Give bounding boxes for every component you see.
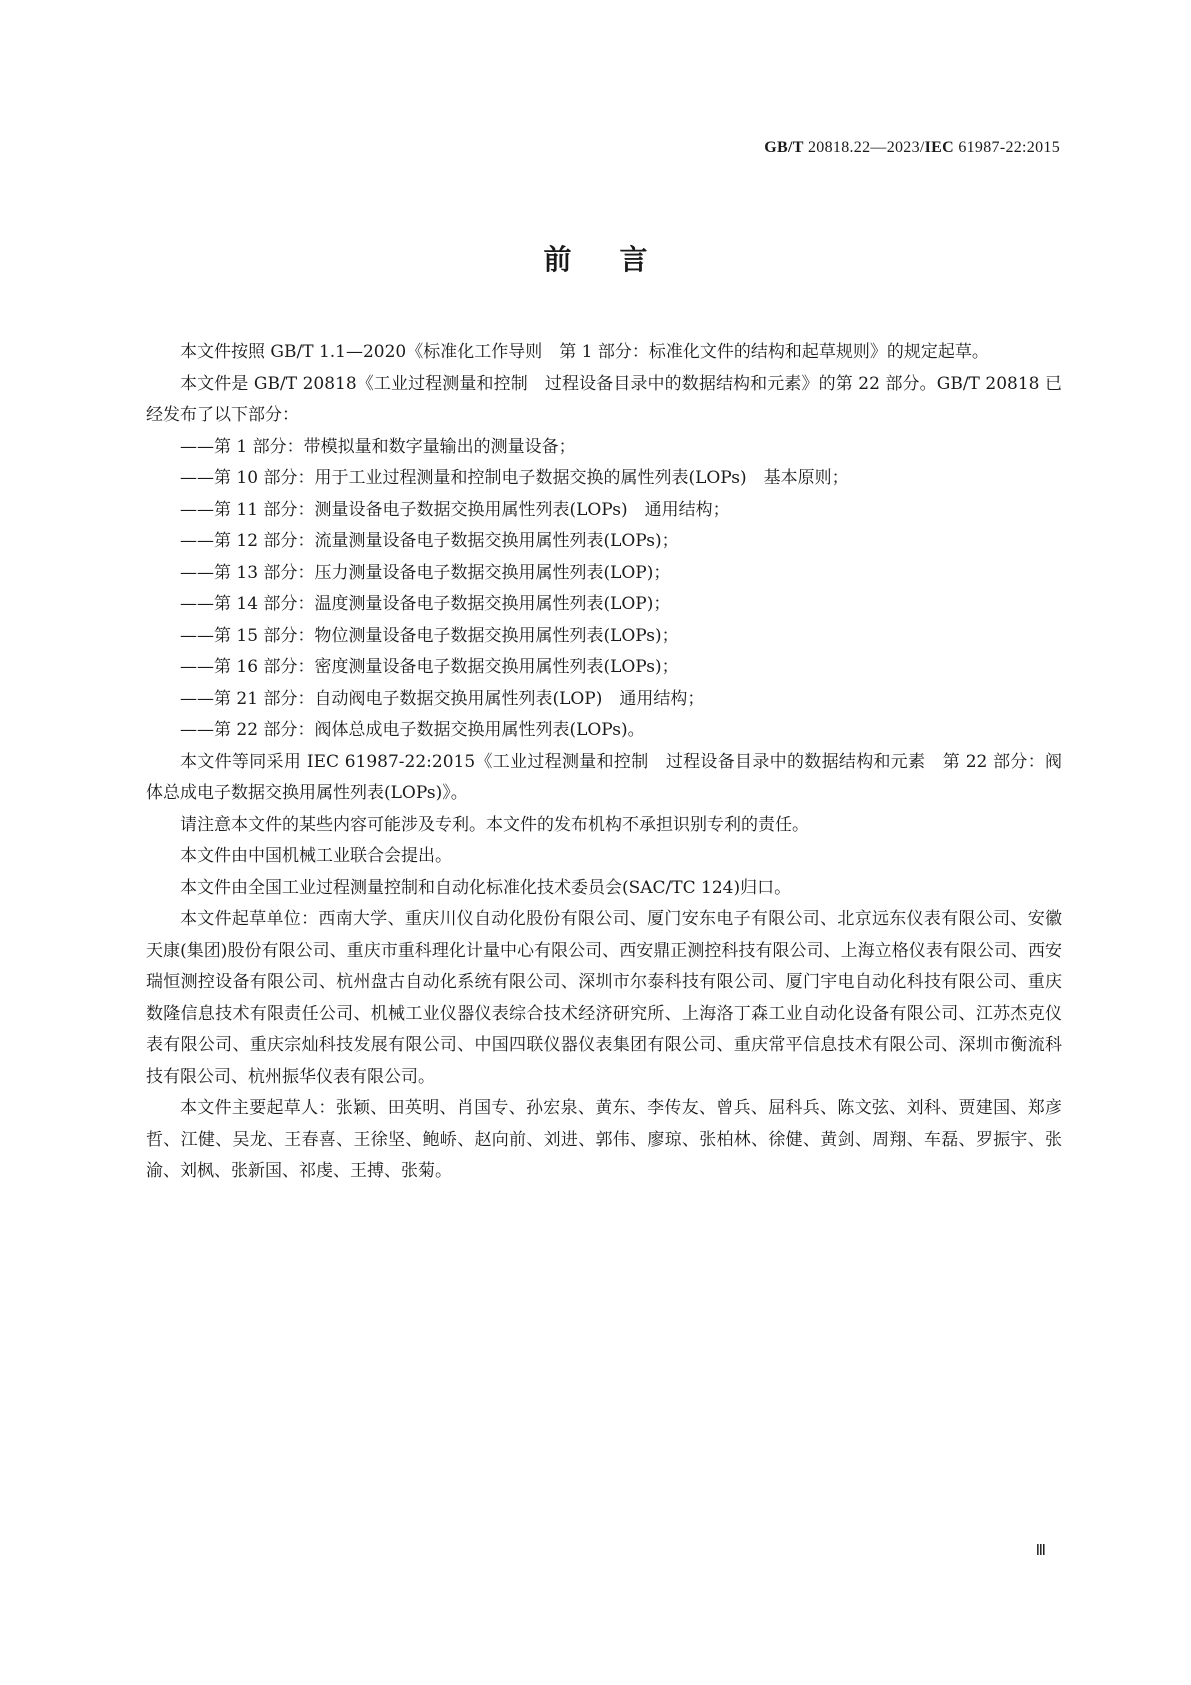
paragraph: 本文件主要起草人：张颖、田英明、肖国专、孙宏泉、黄东、李传友、曾兵、屈科兵、陈文弦、刘科、贾建国、郑彦哲、江健、吴龙、王春喜、王徐坚、鲍峤、赵向前、刘进、郭伟、廖琼、张柏林、徐健、黄剑、周翔、车磊、罗振宇、张渝、刘枫、张新国、祁虔、王搏、张菊。: [146, 1098, 1062, 1181]
paragraph: 本文件由中国机械工业联合会提出。: [180, 846, 452, 866]
paragraph: 本文件是 GB/T 20818《工业过程测量和控制 过程设备目录中的数据结构和元素》的第 22 部分。GB/T 20818 已经发布了以下部分：: [146, 373, 1062, 425]
list-item: ——第 10 部分：用于工业过程测量和控制电子数据交换的属性列表(LOPs) 基本原则；: [180, 468, 849, 488]
foreword-body: [146, 337, 1062, 1188]
list-item: ——第 11 部分：测量设备电子数据交换用属性列表(LOPs) 通用结构；: [180, 499, 730, 520]
std-number: 20818.22—2023/: [803, 139, 925, 156]
list-item: ——第 21 部分：自动阀电子数据交换用属性列表(LOP) 通用结构；: [180, 688, 705, 709]
list-item: ——第 15 部分：物位测量设备电子数据交换用属性列表(LOPs)；: [180, 625, 679, 646]
standard-number-header: [764, 139, 1060, 157]
page-title: 前言: [543, 243, 696, 276]
list-item: ——第 16 部分：密度测量设备电子数据交换用属性列表(LOPs)；: [180, 657, 679, 677]
list-item: ——第 14 部分：温度测量设备电子数据交换用属性列表(LOP)；: [180, 594, 671, 614]
paragraph: 本文件按照 GB/T 1.1—2020《标准化工作导则 第 1 部分：标准化文件的结构和起草规则》的规定起草。: [180, 342, 989, 362]
iec-prefix: IEC: [924, 139, 955, 156]
list-item: ——第 13 部分：压力测量设备电子数据交换用属性列表(LOP)；: [180, 562, 671, 583]
paragraph: 本文件由全国工业过程测量控制和自动化标准化技术委员会(SAC/TC 124)归口。: [180, 877, 792, 898]
page-number: Ⅲ: [1035, 1543, 1046, 1559]
list-item: ——第 1 部分：带模拟量和数字量输出的测量设备；: [180, 436, 576, 457]
paragraph: 本文件等同采用 IEC 61987-22:2015《工业过程测量和控制 过程设备目录中的数据结构和元素 第 22 部分：阀体总成电子数据交换用属性列表(LOPs)》。: [146, 751, 1062, 803]
iec-number: 61987-22:2015: [954, 139, 1060, 156]
std-prefix: GB/T: [764, 139, 804, 156]
list-item: ——第 22 部分：阀体总成电子数据交换用属性列表(LOPs)。: [180, 720, 645, 740]
paragraph: 本文件起草单位：西南大学、重庆川仪自动化股份有限公司、厦门安东电子有限公司、北京远东仪表有限公司、安徽天康(集团)股份有限公司、重庆市重科理化计量中心有限公司、西安鼎正测控科技有限公司、上海立格仪表有限公司、西安瑞恒测控设备有限公司、杭州盘古自动化系统有限公司、深圳市尔泰科技有限公司、厦门宇电自动化科技有限公司、重庆数隆信息技术有限责任公司、机械工业仪器仪表综合技术经济研究所、上海洛丁森工业自动化设备有限公司、江苏杰克仪表有限公司、重庆宗灿科技发展有限公司、中国四联仪器仪表集团有限公司、重庆常平信息技术有限公司、深圳市衡流科技有限公司、杭州振华仪表有限公司。: [146, 909, 1062, 1087]
list-item: ——第 12 部分：流量测量设备电子数据交换用属性列表(LOPs)；: [180, 531, 679, 551]
paragraph: 请注意本文件的某些内容可能涉及专利。本文件的发布机构不承担识别专利的责任。: [180, 814, 809, 835]
